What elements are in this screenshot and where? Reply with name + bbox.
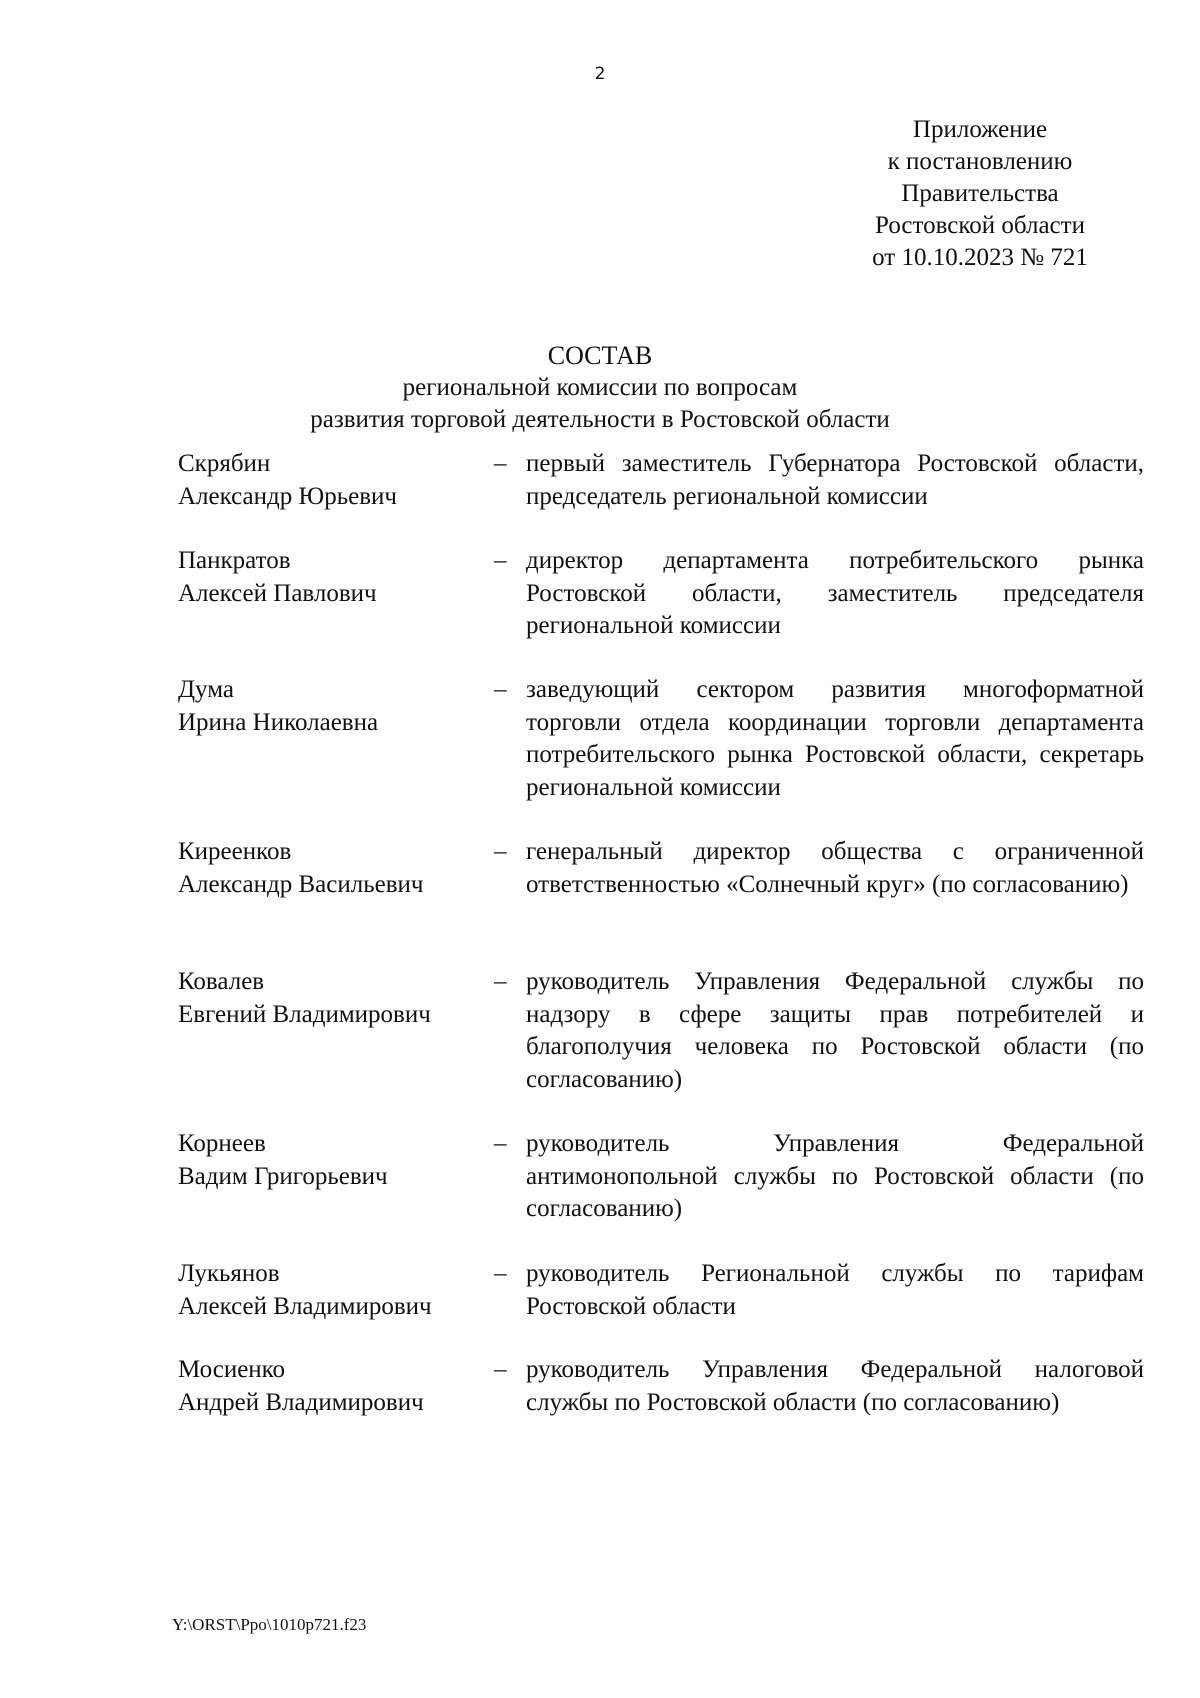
member-position: директор департамента потребительского рынка Ростовской области, заместитель председателя региональной комиссии bbox=[526, 547, 1144, 639]
member-surname: Лукьянов bbox=[178, 1260, 280, 1287]
member-surname: Панкратов bbox=[178, 547, 291, 574]
member-given-names: Александр Васильевич bbox=[178, 870, 424, 898]
member-surname: Скрябин bbox=[178, 450, 271, 477]
member-name bbox=[178, 966, 478, 1031]
heading-block bbox=[0, 340, 1200, 436]
member-given-names: Александр Юрьевич bbox=[178, 482, 397, 510]
member-surname: Киреенков bbox=[178, 838, 292, 865]
member-position: генеральный директор общества с ограниченной ответственностью «Солнечный круг» (по согласованию) bbox=[526, 838, 1144, 898]
member-dash: – bbox=[494, 838, 507, 865]
appendix-line: Правительства bbox=[901, 180, 1059, 207]
member-name bbox=[178, 1258, 478, 1323]
appendix-line: Приложение bbox=[912, 116, 1048, 143]
appendix-line: к постановлению bbox=[887, 148, 1073, 175]
member-given-names: Вадим Григорьевич bbox=[178, 1162, 388, 1190]
member-position: первый заместитель Губернатора Ростовской области, председатель региональной комиссии bbox=[526, 450, 1144, 510]
member-position: руководитель Управления Федеральной антимонопольной службы по Ростовской области (по согласованию) bbox=[526, 1130, 1144, 1222]
appendix-line: Ростовской области bbox=[875, 212, 1085, 239]
member-surname: Корнеев bbox=[178, 1130, 266, 1157]
member-dash: – bbox=[494, 1130, 507, 1157]
appendix-block bbox=[860, 114, 1100, 274]
document-subtitle-line: развития торговой деятельности в Ростовской области bbox=[310, 406, 890, 433]
member-name bbox=[178, 1354, 478, 1419]
document-title: СОСТАВ bbox=[547, 341, 653, 370]
member-name bbox=[178, 545, 478, 610]
member-dash: – bbox=[494, 1260, 507, 1287]
member-position: руководитель Управления Федеральной налоговой службы по Ростовской области (по согласованию) bbox=[526, 1356, 1144, 1416]
member-surname: Дума bbox=[178, 676, 234, 703]
member-dash: – bbox=[494, 1356, 507, 1383]
member-dash: – bbox=[494, 547, 507, 574]
member-position: заведующий сектором развития многоформатной торговли отдела координации торговли департамента потребительского рынка Ростовской области, секретарь региональной комиссии bbox=[526, 676, 1144, 801]
member-position: руководитель Управления Федеральной службы по надзору в сфере защиты прав потребителей и благополучия человека по Ростовской области (по согласованию) bbox=[526, 968, 1144, 1093]
appendix-line: от 10.10.2023 № 721 bbox=[872, 244, 1088, 271]
member-given-names: Ирина Николаевна bbox=[178, 708, 379, 736]
page-number: 2 bbox=[594, 64, 606, 84]
member-given-names: Андрей Владимирович bbox=[178, 1388, 424, 1416]
member-given-names: Алексей Владимирович bbox=[178, 1292, 432, 1320]
member-position: руководитель Региональной службы по тарифам Ростовской области bbox=[526, 1260, 1144, 1320]
member-name bbox=[178, 448, 478, 513]
member-surname: Мосиенко bbox=[178, 1356, 286, 1383]
member-given-names: Алексей Павлович bbox=[178, 579, 377, 607]
member-name bbox=[178, 1128, 478, 1193]
member-dash: – bbox=[494, 968, 507, 995]
member-dash: – bbox=[494, 450, 507, 477]
document-subtitle-line: региональной комиссии по вопросам bbox=[402, 374, 798, 401]
member-given-names: Евгений Владимирович bbox=[178, 1000, 431, 1028]
member-name bbox=[178, 836, 478, 901]
member-dash: – bbox=[494, 676, 507, 703]
member-name bbox=[178, 674, 478, 739]
footer-file-path: Y:\ORST\Ppo\1010p721.f23 bbox=[172, 1615, 367, 1634]
member-surname: Ковалев bbox=[178, 968, 265, 995]
